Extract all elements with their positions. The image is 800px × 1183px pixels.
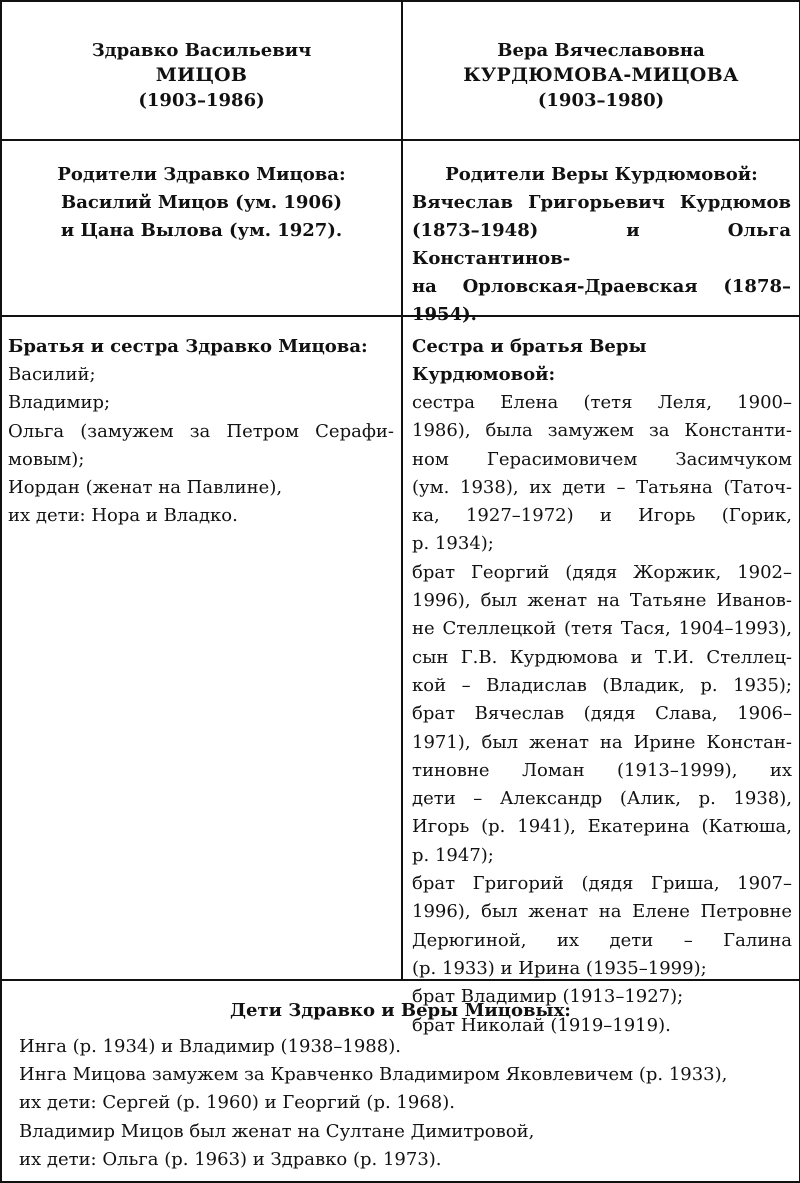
right-sibling-line: (р. 1933) и Ирина (1935–1999);: [412, 957, 707, 979]
right-header-name: Вера Вячеславовна: [497, 40, 705, 61]
right-sibling-line: (ум. 1938), их дети – Татьяна (Таточ-: [412, 476, 792, 498]
left-parents-cell: [2, 161, 401, 245]
right-header-years: (1903–1980): [537, 90, 665, 111]
children-line: Инга Мицова замужем за Кравченко Владимиром Яковлевичем (р. 1933),: [19, 1064, 728, 1086]
right-sibling-line: 1996), был женат на Елене Петровне: [412, 901, 792, 923]
left-parents-line: Василий Мицов (ум. 1906): [60, 192, 343, 213]
children-list: [2, 1033, 799, 1174]
row-divider-1: [2, 139, 799, 141]
children-line: Владимир Мицов был женат на Султане Димитровой,: [19, 1120, 535, 1142]
right-sibling-line: 1996), был женат на Татьяне Иванов-: [412, 590, 792, 612]
left-header-name: Здравко Васильевич: [91, 40, 312, 61]
right-parents-line: (1873–1948) и Ольга Константинов-: [412, 220, 791, 269]
left-sibling-line: Ольга (замужем за Петром Серафи-: [8, 420, 394, 442]
right-siblings-heading: Сестра и братья Веры Курдюмовой:: [412, 336, 647, 385]
children-cell: [2, 997, 799, 1174]
children-heading: Дети Здравко и Веры Мицовых:: [230, 1000, 571, 1021]
left-parents-line: Родители Здравко Мицова:: [57, 164, 346, 185]
right-sibling-line: брат Григорий (дядя Гриша, 1907–: [412, 873, 792, 895]
left-header-surname: МИЦОВ: [155, 64, 248, 86]
children-line: их дети: Ольга (р. 1963) и Здравко (р. 1973).: [19, 1148, 442, 1170]
column-divider: [401, 2, 403, 979]
right-parents-line: 1954).: [412, 304, 477, 325]
right-parents-heading: Родители Веры Курдюмовой:: [445, 164, 758, 185]
right-parents-line: на Орловская-Драевская (1878–: [412, 276, 791, 297]
right-sibling-line: брат Владимир (1913–1927);: [412, 986, 684, 1008]
right-header-surname: КУРДЮМОВА-МИЦОВА: [463, 64, 739, 86]
right-siblings-cell: [412, 333, 792, 1040]
right-sibling-line: брат Вячеслав (дядя Слава, 1906–: [412, 703, 792, 725]
right-sibling-line: брат Георгий (дядя Жоржик, 1902–: [412, 561, 792, 583]
right-sibling-line: кой – Владислав (Владик, р. 1935);: [412, 674, 792, 696]
right-sibling-line: Игорь (р. 1941), Екатерина (Катюша,: [412, 816, 792, 838]
left-sibling-line: Василий;: [8, 364, 96, 385]
left-header-years: (1903–1986): [138, 90, 265, 111]
children-line: Инга (р. 1934) и Владимир (1938–1988).: [19, 1036, 401, 1057]
right-sibling-line: р. 1934);: [412, 533, 494, 555]
right-parents-cell: [412, 161, 791, 329]
right-sibling-line: тиновне Ломан (1913–1999), их: [412, 759, 792, 781]
right-sibling-line: р. 1947);: [412, 844, 494, 866]
right-sibling-line: сестра Елена (тетя Леля, 1900–: [412, 392, 792, 413]
children-line: их дети: Сергей (р. 1960) и Георгий (р. 1968).: [19, 1092, 455, 1114]
left-sibling-line: их дети: Нора и Владко.: [8, 505, 238, 527]
right-header-cell: [403, 38, 799, 113]
right-sibling-line: ка, 1927–1972) и Игорь (Горик,: [412, 505, 792, 527]
right-sibling-line: ном Герасимовичем Засимчуком: [412, 448, 792, 470]
right-sibling-line: сын Г.В. Курдюмова и Т.И. Стеллец-: [412, 646, 792, 668]
right-sibling-line: не Стеллецкой (тетя Тася, 1904–1993),: [412, 618, 792, 640]
right-sibling-line: Дерюгиной, их дети – Галина: [412, 929, 792, 951]
right-sibling-line: 1986), была замужем за Константи-: [412, 420, 792, 442]
right-sibling-line: брат Николай (1919–1919).: [412, 1014, 671, 1036]
left-sibling-line: Иордан (женат на Павлине),: [8, 477, 283, 499]
left-header-cell: [2, 38, 401, 113]
left-sibling-line: мовым);: [8, 448, 85, 470]
right-sibling-line: дети – Александр (Алик, р. 1938),: [412, 788, 792, 810]
left-sibling-line: Владимир;: [8, 392, 111, 414]
left-siblings-heading: Братья и сестра Здравко Мицова:: [8, 336, 368, 357]
left-parents-line: и Цана Вылова (ум. 1927).: [60, 220, 343, 241]
left-siblings-cell: [8, 333, 394, 531]
right-parents-line: Вячеслав Григорьевич Курдюмов: [412, 192, 791, 213]
right-sibling-line: 1971), был женат на Ирине Констан-: [412, 731, 792, 753]
